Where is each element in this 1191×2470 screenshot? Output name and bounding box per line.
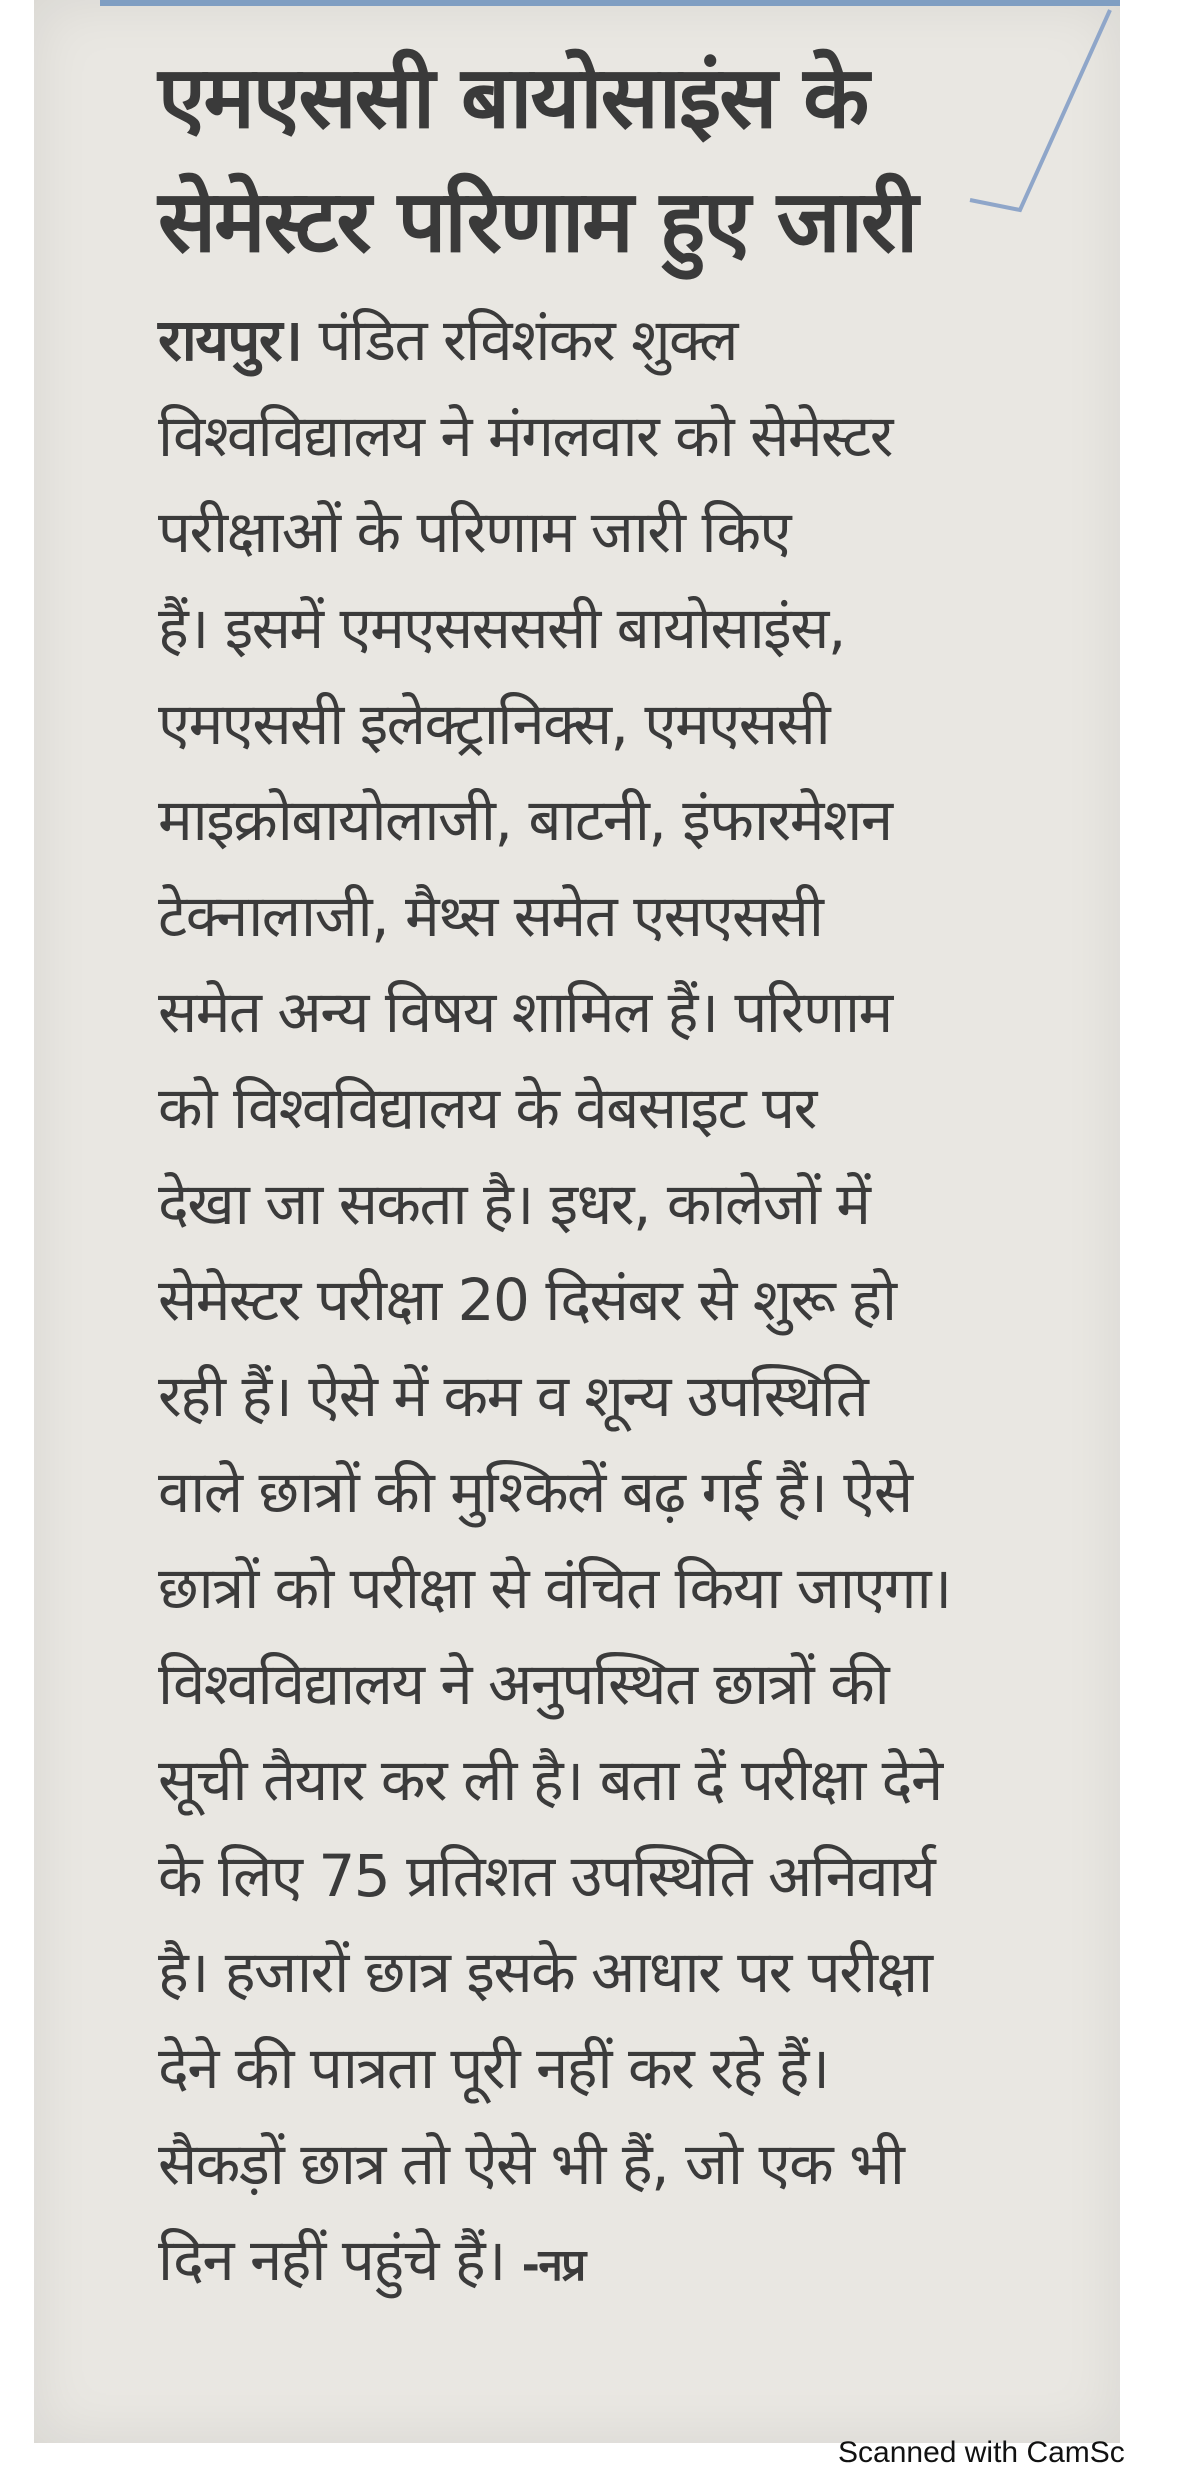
body-line bbox=[158, 292, 1078, 388]
body-line: वाले छात्रों की मुश्किलें बढ़ गई हैं। ऐसे bbox=[158, 1458, 912, 1526]
headline-line-2: सेमेस्टर परिणाम हुए जारी bbox=[158, 172, 917, 272]
body-line: एमएससी इलेक्ट्रानिक्स, एमएससी bbox=[158, 690, 830, 758]
body-line: को विश्वविद्यालय के वेबसाइट पर bbox=[158, 1074, 816, 1142]
body-line: विश्वविद्यालय ने मंगलवार को सेमेस्टर bbox=[158, 402, 893, 470]
dateline: रायपुर। bbox=[158, 306, 302, 374]
headline-line-1: एमएससी बायोसाइंस के bbox=[158, 48, 868, 148]
body-line: रही हैं। ऐसे में कम व शून्य उपस्थिति bbox=[158, 1362, 868, 1430]
body-line: छात्रों को परीक्षा से वंचित किया जाएगा। bbox=[158, 1554, 951, 1622]
body-line: समेत अन्य विषय शामिल हैं। परिणाम bbox=[158, 978, 892, 1046]
body-line: माइक्रोबायोलाजी, बाटनी, इंफारमेशन bbox=[158, 786, 892, 854]
news-credit: -नप्र bbox=[521, 2240, 585, 2291]
body-line: सूची तैयार कर ली है। बता दें परीक्षा देने bbox=[158, 1746, 942, 1814]
article-body bbox=[158, 292, 1078, 2314]
headline bbox=[158, 36, 1058, 284]
body-line: देखा जा सकता है। इधर, कालेजों में bbox=[158, 1170, 870, 1238]
body-line: हैं। इसमें एमएससससी बायोसाइंस, bbox=[158, 594, 845, 662]
body-line-text: पंडित रविशंकर शुक्ल bbox=[301, 306, 737, 374]
body-line: सैकड़ों छात्र तो ऐसे भी हैं, जो एक भी bbox=[158, 2130, 904, 2198]
body-line: के लिए 75 प्रतिशत उपस्थिति अनिवार्य bbox=[158, 1842, 935, 1910]
body-line-text: दिन नहीं पहुंचे हैं। bbox=[158, 2226, 522, 2294]
body-line: विश्वविद्यालय ने अनुपस्थित छात्रों की bbox=[158, 1650, 889, 1718]
body-line: है। हजारों छात्र इसके आधार पर परीक्षा bbox=[158, 1938, 932, 2006]
body-line: टेक्नालाजी, मैथ्स समेत एसएससी bbox=[158, 882, 823, 950]
scanner-watermark: Scanned with CamSc bbox=[838, 2436, 1125, 2469]
body-line: परीक्षाओं के परिणाम जारी किए bbox=[158, 498, 791, 566]
body-line: सेमेस्टर परीक्षा 20 दिसंबर से शुरू हो bbox=[158, 1266, 896, 1334]
body-line: देने की पात्रता पूरी नहीं कर रहे हैं। bbox=[158, 2034, 829, 2102]
body-line bbox=[158, 2212, 1078, 2314]
